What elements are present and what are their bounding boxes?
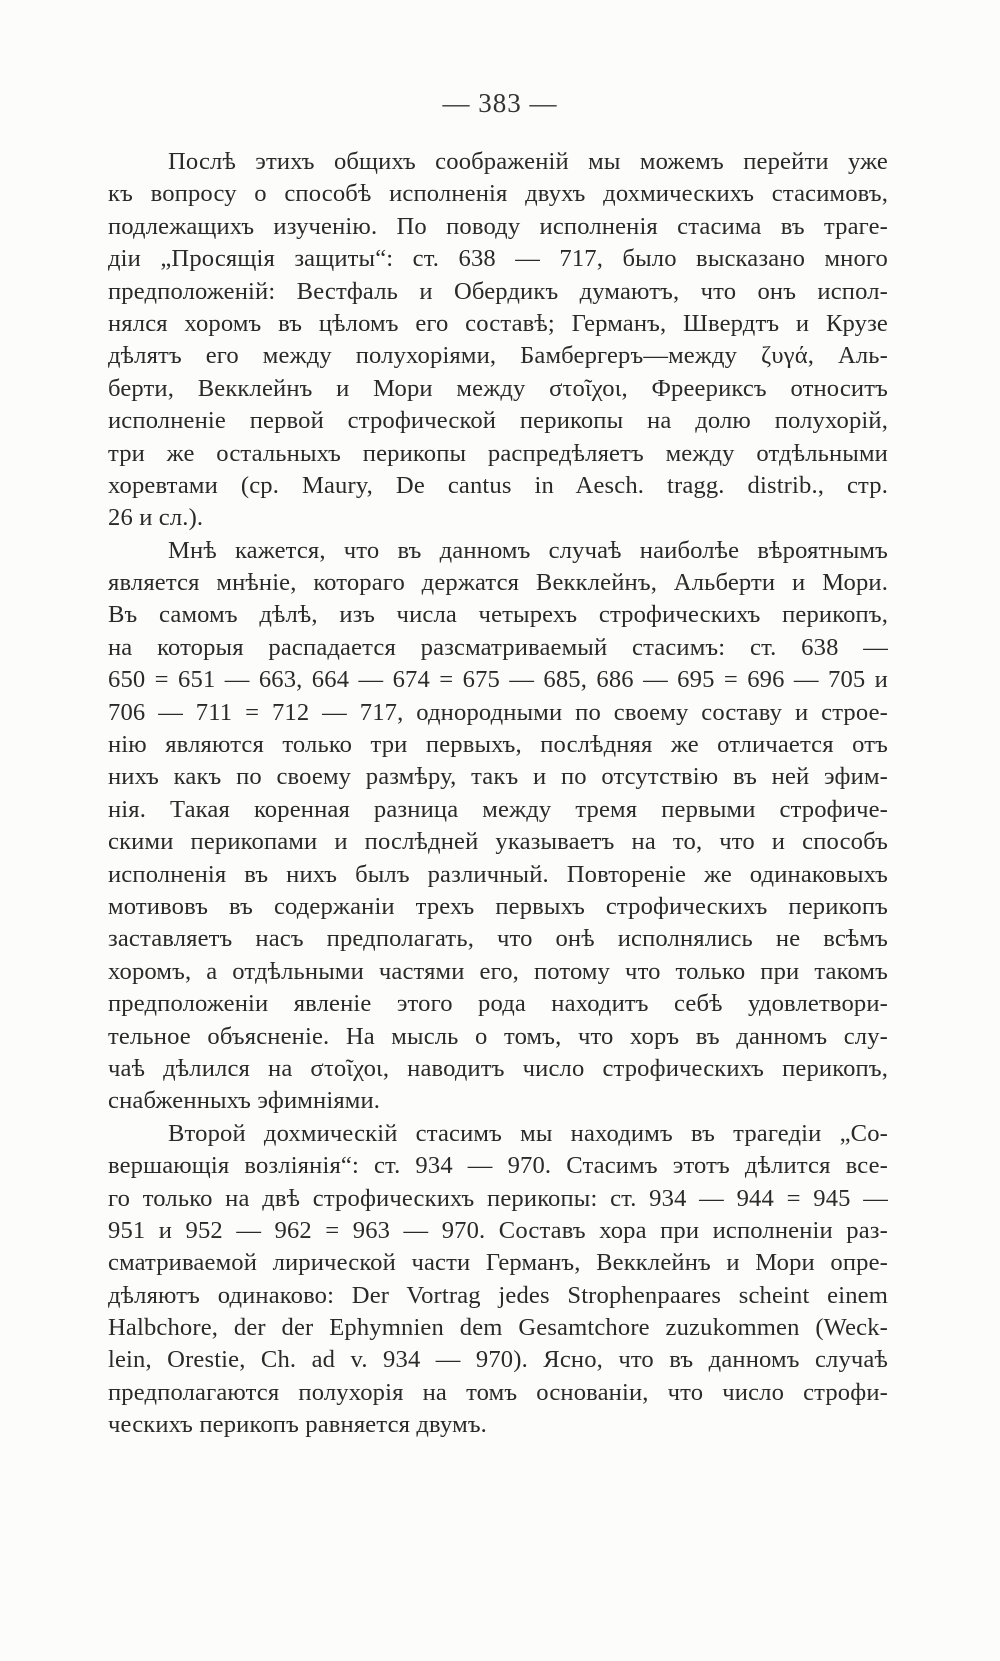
text-line: нія. Такая коренная разница между тремя первыми строфиче- — [108, 795, 888, 823]
paragraph-2 — [108, 535, 888, 1118]
text-line: скими перикопами и послѣдней указываетъ на то, что и способъ — [108, 828, 888, 856]
text-line: три же остальныхъ перикопы распредѣляетъ между отдѣльными — [108, 439, 888, 467]
text-line: исполненіе первой строфической перикопы на долю полухорій, — [108, 407, 888, 435]
text-line: ческихъ перикопъ равняется двумъ. — [108, 1411, 487, 1439]
text-line: дѣлятъ его между полухоріями, Бамбергеръ—между ζυγά, Аль- — [108, 342, 888, 370]
paragraph-3 — [108, 1118, 888, 1442]
text-line: нихъ какъ по своему размѣру, такъ и по отсутствію въ ней эфим- — [108, 763, 888, 791]
paragraph-1 — [108, 146, 888, 535]
text-line: заставляетъ насъ предполагать, что онѣ исполнялись не всѣмъ — [108, 925, 888, 953]
text-line: Послѣ этихъ общихъ соображеній мы можемъ перейти уже — [168, 148, 888, 175]
text-line: 706 — 711 = 712 — 717, однородными по своему составу и строе- — [108, 698, 888, 726]
text-line: мотивовъ въ содержаніи трехъ первыхъ строфическихъ перикопъ — [108, 892, 888, 920]
text-line: берти, Векклейнъ и Мори между στοῖχοι, Фреериксъ относитъ — [108, 374, 888, 402]
text-line: чаѣ дѣлился на στοῖχοι, наводитъ число строфическихъ перикопъ, — [108, 1054, 888, 1082]
text-line: 26 и сл.). — [108, 504, 204, 532]
text-line: сматриваемой лирической части Германъ, Векклейнъ и Мори опре- — [108, 1249, 888, 1277]
text-line: вершающія возліянія“: ст. 934 — 970. Стасимъ этотъ дѣлится все- — [108, 1152, 888, 1180]
text-line: исполненія въ нихъ былъ различный. Повтореніе же одинаковыхъ — [108, 860, 888, 888]
text-line: предположеніи явленіе этого рода находитъ себѣ удовлетвори- — [108, 990, 888, 1018]
page-number: — 383 — — [442, 88, 558, 118]
text-line: тельное объясненіе. На мысль о томъ, что хоръ въ данномъ слу- — [108, 1022, 888, 1050]
text-line: является мнѣніе, котораго держатся Векклейнъ, Альберти и Мори. — [108, 569, 888, 597]
text-line: 650 = 651 — 663, 664 — 674 = 675 — 685, 686 — 695 = 696 — 705 и — [108, 666, 888, 694]
text-line: дѣляютъ одинаково: Der Vortrag jedes Strophenpaares scheint einem — [108, 1281, 888, 1309]
body-text — [108, 146, 888, 1442]
text-line: діи „Просящія защиты“: ст. 638 — 717, было высказано много — [108, 245, 888, 273]
text-line: подлежащихъ изученію. По поводу исполненія стасима въ траге- — [108, 212, 888, 240]
text-line: хоромъ, а отдѣльными частями его, потому что только при такомъ — [108, 957, 888, 985]
text-line: lein, Orestie, Ch. ad v. 934 — 970). Ясно, что въ данномъ случаѣ — [108, 1346, 888, 1374]
text-line: 951 и 952 — 962 = 963 — 970. Составъ хора при исполненіи раз- — [108, 1216, 888, 1244]
text-line: предположеній: Вестфаль и Обердикъ думаютъ, что онъ испол- — [108, 277, 888, 305]
text-line: снабженныхъ эфимніями. — [108, 1087, 381, 1115]
text-line: го только на двѣ строфическихъ перикопы: ст. 934 — 944 = 945 — — [108, 1184, 888, 1212]
text-line: хоревтами (ср. Maury, De cantus in Aesch. tragg. distrib., стр. — [108, 471, 888, 499]
text-line: Въ самомъ дѣлѣ, изъ числа четырехъ строфическихъ перикопъ, — [108, 601, 888, 629]
text-line: на которыя распадается разсматриваемый стасимъ: ст. 638 — — [108, 633, 888, 661]
text-line: нялся хоромъ въ цѣломъ его составѣ; Германъ, Швердтъ и Крузе — [108, 309, 888, 337]
text-line: предполагаются полухорія на томъ основаніи, что число строфи- — [108, 1378, 888, 1406]
text-line: нію являются только три первыхъ, послѣдняя же отличается отъ — [108, 731, 888, 759]
text-line: Halbchore, der der Ephymnien dem Gesamtchore zuzukommen (Weck- — [108, 1314, 888, 1342]
text-line: Второй дохмическій стасимъ мы находимъ въ трагедіи „Со- — [168, 1119, 888, 1147]
text-line: Мнѣ кажется, что въ данномъ случаѣ наиболѣе вѣроятнымъ — [168, 536, 888, 564]
text-line: къ вопросу о способѣ исполненія двухъ дохмическихъ стасимовъ, — [108, 180, 888, 208]
